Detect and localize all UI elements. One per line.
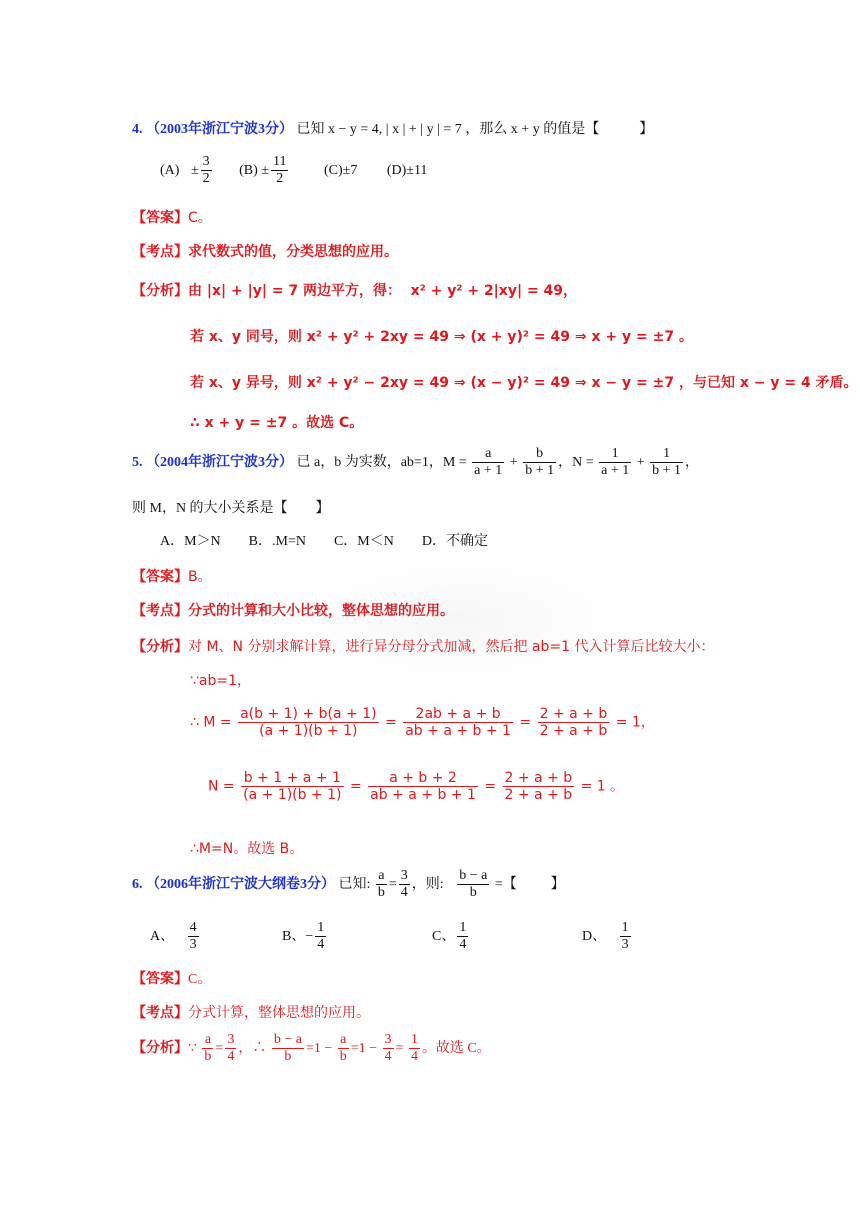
q4-analysis: 【分析】由 |x| + |y| = 7 两边平方，得： x² + y² + 2|xy| = 49， bbox=[132, 283, 578, 299]
q4-analysis-line2: 若 x、y 同号，则 x² + y² + 2xy = 49 ⇒ (x + y)² = 49 ⇒ x + y = ±7 。 bbox=[190, 329, 693, 345]
q5-m-step-1: $\frac{a(b + 1) + b(a + 1)}{(a + 1)(b + 1)}$ bbox=[240, 706, 377, 740]
q6-analysis-fraction-5: $\frac{3}{4}$ bbox=[384, 1032, 392, 1065]
q6-given-fraction-2: $\frac{3}{4}$ bbox=[400, 868, 408, 901]
q6-keypoint: 【考点】分式计算，整体思想的应用。 bbox=[132, 1005, 370, 1021]
q5-m-step-3: $\frac{2 + a + b}{2 + a + b}$ bbox=[539, 706, 608, 740]
q6-target-fraction: $\frac{b - a}{b}$ bbox=[459, 868, 488, 901]
q6-analysis-fraction-6: $\frac{1}{4}$ bbox=[410, 1032, 418, 1065]
q4-source: （2003年浙江宁波3分） bbox=[146, 122, 293, 137]
q5-n-fraction-1: $\frac{1}{a + 1}$ bbox=[601, 446, 630, 479]
q5-m-fraction-1: $\frac{a}{a + 1}$ bbox=[474, 446, 503, 479]
q4-option-d: (D)±11 bbox=[386, 162, 428, 178]
q6-answer: 【答案】C。 bbox=[132, 971, 212, 987]
q4-option-a-fraction: $\frac{3}{2}$ bbox=[202, 154, 210, 187]
q5-m-equation: ∴ M = $\frac{a(b + 1) + b(a + 1)}{(a + 1)(b + 1)}$ = $\frac{2ab + a + b}{ab + a + b + 1}$ = $\frac{2 + a + b}{2 + a + b}$ = 1， bbox=[190, 706, 655, 740]
watermark bbox=[300, 560, 620, 680]
q6-option-a: A、 $\frac{4}{3}$ bbox=[150, 920, 197, 953]
q6-analysis-fraction-1: $\frac{a}{b}$ bbox=[204, 1032, 212, 1065]
q5-number: 5. bbox=[132, 454, 143, 470]
q4-option-b-fraction: $\frac{11}{2}$ bbox=[272, 154, 287, 187]
q5-n-step-3: $\frac{2 + a + b}{2 + a + b}$ bbox=[504, 770, 573, 804]
q4-answer: 【答案】C。 bbox=[132, 210, 212, 226]
q5-n-equation: N = $\frac{b + 1 + a + 1}{(a + 1)(b + 1)}$ = $\frac{a + b + 2}{ab + a + b + 1}$ = $\frac{2 + a + b}{2 + a + b}$ = 1 。 bbox=[208, 770, 625, 804]
q5-n-fraction-2: $\frac{1}{b + 1}$ bbox=[652, 446, 682, 479]
q5-analysis-given: ∵ab=1， bbox=[190, 673, 252, 689]
q5-n-step-2: $\frac{a + b + 2}{ab + a + b + 1}$ bbox=[370, 770, 476, 804]
q5-source: （2004年浙江宁波3分） bbox=[146, 454, 293, 470]
q4-option-c: (C)±7 bbox=[323, 162, 358, 178]
q6-option-b: B、− $\frac{1}{4}$ bbox=[282, 920, 325, 953]
q6-analysis: 【分析】∵ $\frac{a}{b}$ = $\frac{3}{4}$ ，∴ $\frac{b - a}{b}$ =1 − $\frac{a}{b}$ =1 − $\frac{3}{4}$ = $\frac{1}{4}$ 。故选 C。 bbox=[132, 1032, 491, 1065]
q5-keypoint: 【考点】分式的计算和大小比较，整体思想的应用。 bbox=[132, 603, 454, 619]
q5-answer: 【答案】B。 bbox=[132, 569, 212, 585]
q6-source: （2006年浙江宁波大纲卷3分） bbox=[146, 876, 335, 892]
q4-option-b: (B) ± $\frac{11}{2}$ bbox=[239, 154, 287, 187]
q5-stem-line2: 则 M，N 的大小关系是【 】 bbox=[132, 501, 330, 516]
q5-stem: 5. （2004年浙江宁波3分） 已 a，b 为实数，ab=1，M = $\frac{a}{a + 1}$ + $\frac{b}{b + 1}$ ，N = $\frac{1}{a + 1}$ + $\frac{1}{b + 1}$ ， bbox=[132, 446, 700, 479]
q5-options: A．M＞N B．.M=N C．M＜N D．不确定 bbox=[160, 534, 488, 549]
q4-bracket-close: 】 bbox=[639, 122, 654, 137]
q4-analysis-line3: 若 x、y 异号，则 x² + y² − 2xy = 49 ⇒ (x − y)² = 49 ⇒ x − y = ±7 ，与已知 x − y = 4 矛盾。 bbox=[190, 375, 858, 391]
q4-analysis-line4: ∴ x + y = ±7 。故选 C。 bbox=[190, 415, 364, 431]
q5-analysis-end: ∴M=N。故选 B。 bbox=[190, 841, 304, 857]
q4-options bbox=[160, 154, 427, 187]
q6-analysis-fraction-2: $\frac{3}{4}$ bbox=[227, 1032, 235, 1065]
q6-analysis-fraction-4: $\frac{a}{b}$ bbox=[339, 1032, 347, 1065]
q5-m-fraction-2: $\frac{b}{b + 1}$ bbox=[525, 446, 555, 479]
q6-option-d: D、 $\frac{1}{3}$ bbox=[582, 920, 629, 953]
q6-option-c: C、 $\frac{1}{4}$ bbox=[432, 920, 467, 953]
q5-m-step-2: $\frac{2ab + a + b}{ab + a + b + 1}$ bbox=[405, 706, 511, 740]
q6-analysis-fraction-3: $\frac{b - a}{b}$ bbox=[273, 1032, 302, 1065]
q6-stem: 6. （2006年浙江宁波大纲卷3分） 已知: $\frac{a}{b}$ = $\frac{3}{4}$ ，则: $\frac{b - a}{b}$ =【 】 bbox=[132, 868, 565, 901]
q6-given-fraction-1: $\frac{a}{b}$ bbox=[377, 868, 385, 901]
q4-number: 4. bbox=[132, 122, 143, 137]
q4-option-a: (A) ± $\frac{3}{2}$ bbox=[160, 154, 210, 187]
q5-analysis: 【分析】对 M、N 分别求解计算，进行异分母分式加减，然后把 ab=1 代入计算后比较大小： bbox=[132, 639, 715, 655]
q4-stem-text: 已知 x − y = 4, | x | + | y | = 7 ，那么 x + y 的值是【 bbox=[296, 122, 600, 137]
q5-n-step-1: $\frac{b + 1 + a + 1}{(a + 1)(b + 1)}$ bbox=[243, 770, 342, 804]
q6-number: 6. bbox=[132, 876, 143, 892]
q4-keypoint: 【考点】求代数式的值，分类思想的应用。 bbox=[132, 244, 398, 260]
q4-stem bbox=[132, 118, 653, 138]
